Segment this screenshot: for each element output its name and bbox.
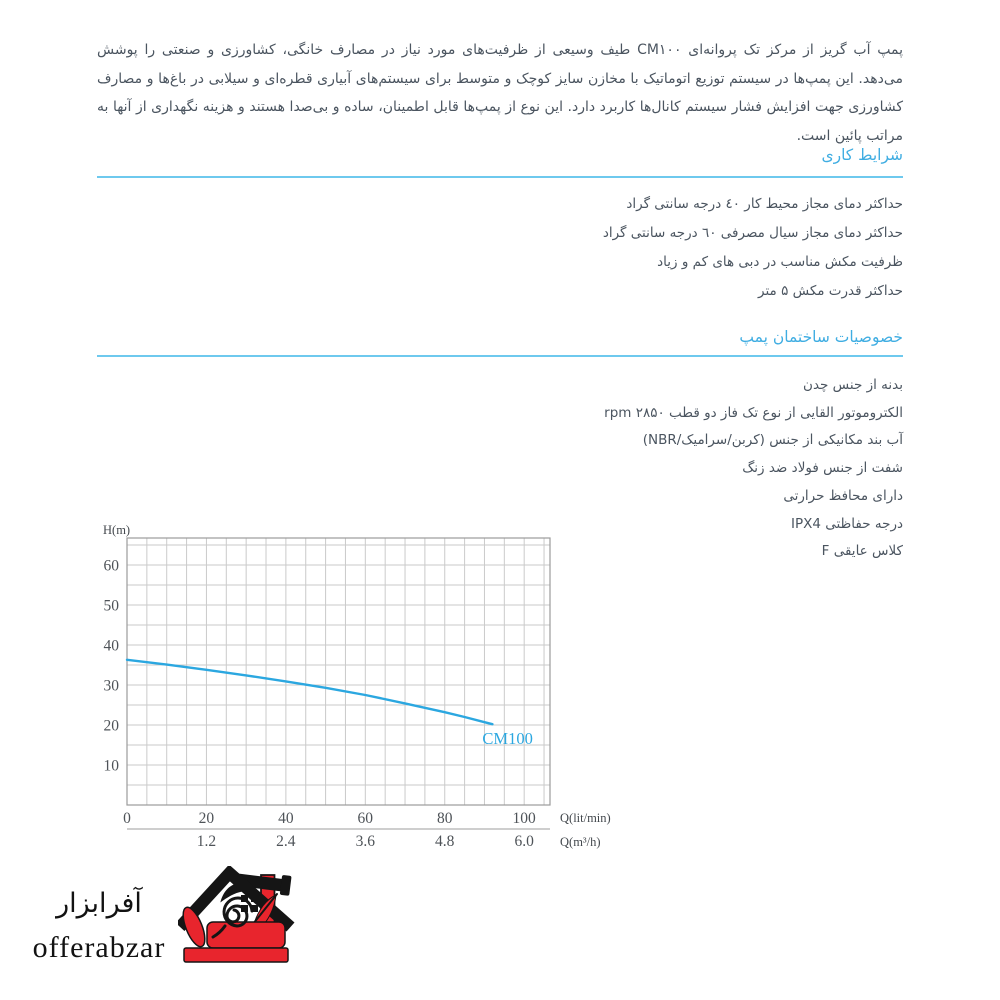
- house-tools-icon: [178, 866, 296, 967]
- x2-tick-label: 1.2: [196, 833, 217, 850]
- spec-item: بدنه از جنس چدن: [803, 377, 903, 393]
- x-axis-label: Q(lit/min): [560, 811, 611, 825]
- section-divider: [97, 176, 903, 178]
- x2-tick-label: 4.8: [435, 833, 455, 850]
- x2-tick-label: 3.6: [355, 833, 375, 850]
- spec-item: کلاس عایقی F: [821, 543, 903, 560]
- y-tick-label: 20: [103, 717, 119, 735]
- spec-item: حداکثر دمای مجاز سیال مصرفی ٦٠ درجه سانتی گراد: [602, 225, 903, 241]
- spec-item: حداکثر قدرت مکش ۵ متر: [758, 283, 903, 299]
- spec-item: الکتروموتور القایی از نوع تک فاز دو قطب ۲۸۵۰ rpm: [604, 404, 903, 421]
- section-divider: [97, 355, 903, 357]
- spec-item: درجه حفاظتی IPX4: [790, 515, 903, 532]
- series-name-label: CM100: [482, 729, 533, 749]
- y-tick-label: 10: [103, 757, 119, 775]
- y-axis-label: H(m): [103, 523, 131, 537]
- section-title-working-conditions: شرایط کاری: [821, 146, 903, 164]
- logo-title-fa: آفرابزار: [56, 888, 142, 919]
- x-tick-label: 100: [512, 810, 536, 827]
- x-tick-label: 0: [123, 810, 131, 827]
- x-tick-label: 80: [436, 810, 453, 827]
- y-tick-label: 30: [103, 677, 119, 695]
- intro-paragraph: پمپ آب گریز از مرکز تک پروانه‌ای CM۱۰۰ طیف وسیعی از ظرفیت‌های مورد نیاز در مصارف خانگی، کشاورزی و صنعتی را پوشش می‌دهد. این پمپ‌ها در سیستم توزیع اتوماتیک با مخازن سایز کوچک و متوسط برای سیستم‌های آبیاری قطره‌ای و سیلابی در باغ‌ها و مصارف کشاورزی جهت افزایش فشار سیستم کانال‌ها کاربرد دارد. این نوع از پمپ‌ها قابل اطمینان، ساده و بی‌صدا هستند و هزینه نگهداری از آنها به مراتب پائین است.: [97, 42, 903, 144]
- pump-curve: [127, 660, 492, 724]
- x2-tick-label: 6.0: [514, 833, 534, 850]
- spec-item: دارای محافظ حرارتی: [783, 487, 903, 504]
- spec-item: ظرفیت مکش مناسب در دبی های کم و زیاد: [657, 254, 903, 270]
- pump-curve-chart: [97, 521, 642, 866]
- pump-curve-svg: [97, 521, 642, 866]
- x-tick-label: 60: [357, 810, 374, 827]
- x2-axis-label: Q(m³/h): [560, 835, 601, 849]
- offerabzar-logo: [28, 862, 296, 967]
- x2-tick-label: 2.4: [276, 833, 296, 850]
- logo-title-en: offerabzar: [32, 931, 166, 964]
- working-conditions-list: [97, 190, 903, 306]
- spec-item: آب بند مکانیکی از جنس (کربن/سرامیک/NBR): [642, 432, 903, 449]
- x-tick-label: 40: [278, 810, 294, 827]
- x-tick-label: 20: [198, 810, 215, 827]
- y-tick-label: 40: [103, 637, 119, 655]
- spec-item: شفت از جنس فولاد ضد زنگ: [742, 460, 903, 477]
- spec-item: حداکثر دمای مجاز محیط کار ٤٠ درجه سانتی گراد: [626, 196, 903, 212]
- y-tick-label: 50: [103, 597, 119, 615]
- section-title-pump-construction: خصوصیات ساختمان پمپ: [739, 328, 903, 346]
- y-tick-label: 60: [103, 557, 119, 575]
